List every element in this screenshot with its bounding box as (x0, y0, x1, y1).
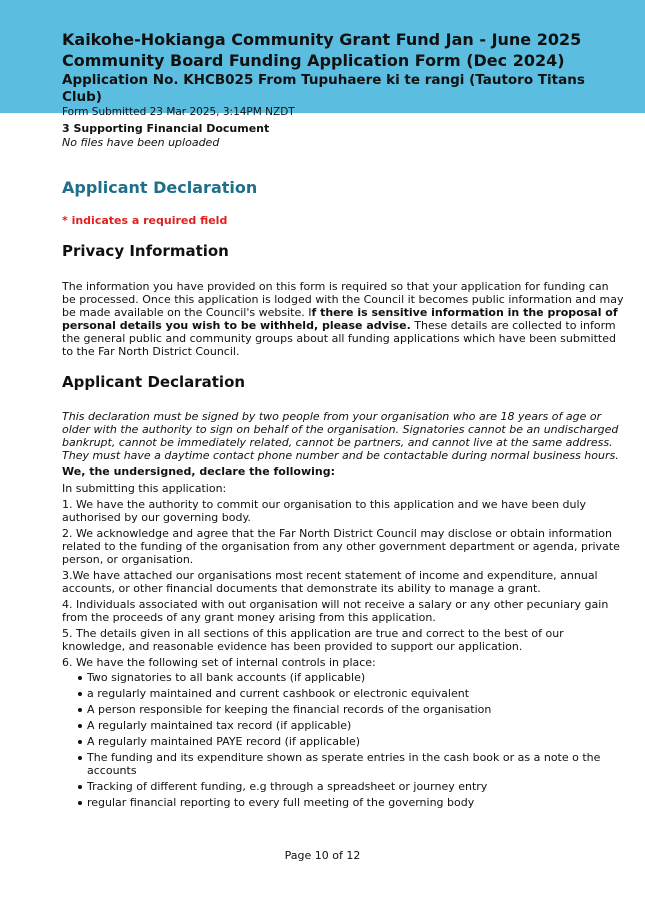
list-item: A regularly maintained tax record (if applicable) (78, 719, 625, 732)
supporting-doc-label: 3 Supporting Financial Document (62, 122, 270, 135)
page-content (0, 113, 645, 809)
list-item: regular financial reporting to every full meeting of the governing body (78, 796, 625, 809)
declaration-point: 3.We have attached our organisations most recent statement of income and expenditure, annual accounts, or other financial documents that demonstrate its ability to manage a grant. (62, 569, 598, 595)
list-item: A regularly maintained PAYE record (if applicable) (78, 735, 625, 748)
list-item: The funding and its expenditure shown as sperate entries in the cash book or as a note o the accounts (78, 751, 625, 777)
header-title-line2: Community Board Funding Application Form (Dec 2024) (62, 51, 565, 70)
application-number: Application No. KHCB025 From Tupuhaere ki te rangi (Tautoro Titans Club) (62, 72, 585, 105)
submission-timestamp: Form Submitted 23 Mar 2025, 3:14PM NZDT (62, 106, 295, 118)
privacy-text-start: The information you have provided on this form is required so that your application for funding can be processed. Once this application is lodged with the Council it becomes public information and may be made available on the Council's website. I (62, 280, 624, 319)
declaration-intro: This declaration must be signed by two people from your organisation who are 18 years of age or older with the authority to sign on behalf of the organisation. Signatories cannot be an undischarged bankrupt, cannot be immediately related, cannot be partners, and cannot live at the same address. They must have a daytime contact phone number and be contactable during normal business hours. (62, 410, 619, 462)
declaration-point: 6. We have the following set of internal controls in place: (62, 656, 376, 669)
privacy-text-end: These details are collected to inform the general public and community groups about all funding applications which have been submitted to the Far North District Council. (62, 319, 616, 358)
privacy-paragraph (62, 280, 625, 358)
supporting-doc-value: No files have been uploaded (62, 136, 220, 149)
header-title-line1: Kaikohe-Hokianga Community Grant Fund Jan - June 2025 (62, 30, 582, 49)
declaration-point: 2. We acknowledge and agree that the Far North District Council may disclose or obtain information related to the funding of the organisation from any other government department or agenda, private person, or organisation. (62, 527, 620, 566)
section-title: Applicant Declaration (62, 178, 258, 197)
list-item: Tracking of different funding, e.g through a spreadsheet or journey entry (78, 780, 625, 793)
page-number: Page 10 of 12 (284, 849, 361, 862)
declaration-point: 1. We have the authority to commit our organisation to this application and we have been duly authorised by our governing body. (62, 498, 587, 524)
declaration-heading: Applicant Declaration (62, 373, 246, 391)
declaration-point: 5. The details given in all sections of this application are true and correct to the best of our knowledge, and reasonable evidence has been provided to support our application. (62, 627, 564, 653)
declaration-point: 4. Individuals associated with out organisation will not receive a salary or any other pecuniary gain from the proceeds of any grant money arising from this application. (62, 598, 609, 624)
list-item: A person responsible for keeping the financial records of the organisation (78, 703, 625, 716)
privacy-text-bold: f there is sensitive information in the proposal of personal details you wish to be withheld, please advise. (62, 306, 618, 332)
form-header (0, 0, 645, 118)
required-field-note: * indicates a required field (62, 214, 228, 227)
privacy-heading: Privacy Information (62, 242, 229, 260)
internal-controls-list (62, 671, 625, 809)
in-submitting: In submitting this application: (62, 482, 227, 495)
declare-statement: We, the undersigned, declare the following: (62, 465, 335, 478)
list-item: Two signatories to all bank accounts (if applicable) (78, 671, 625, 684)
list-item: a regularly maintained and current cashbook or electronic equivalent (78, 687, 625, 700)
